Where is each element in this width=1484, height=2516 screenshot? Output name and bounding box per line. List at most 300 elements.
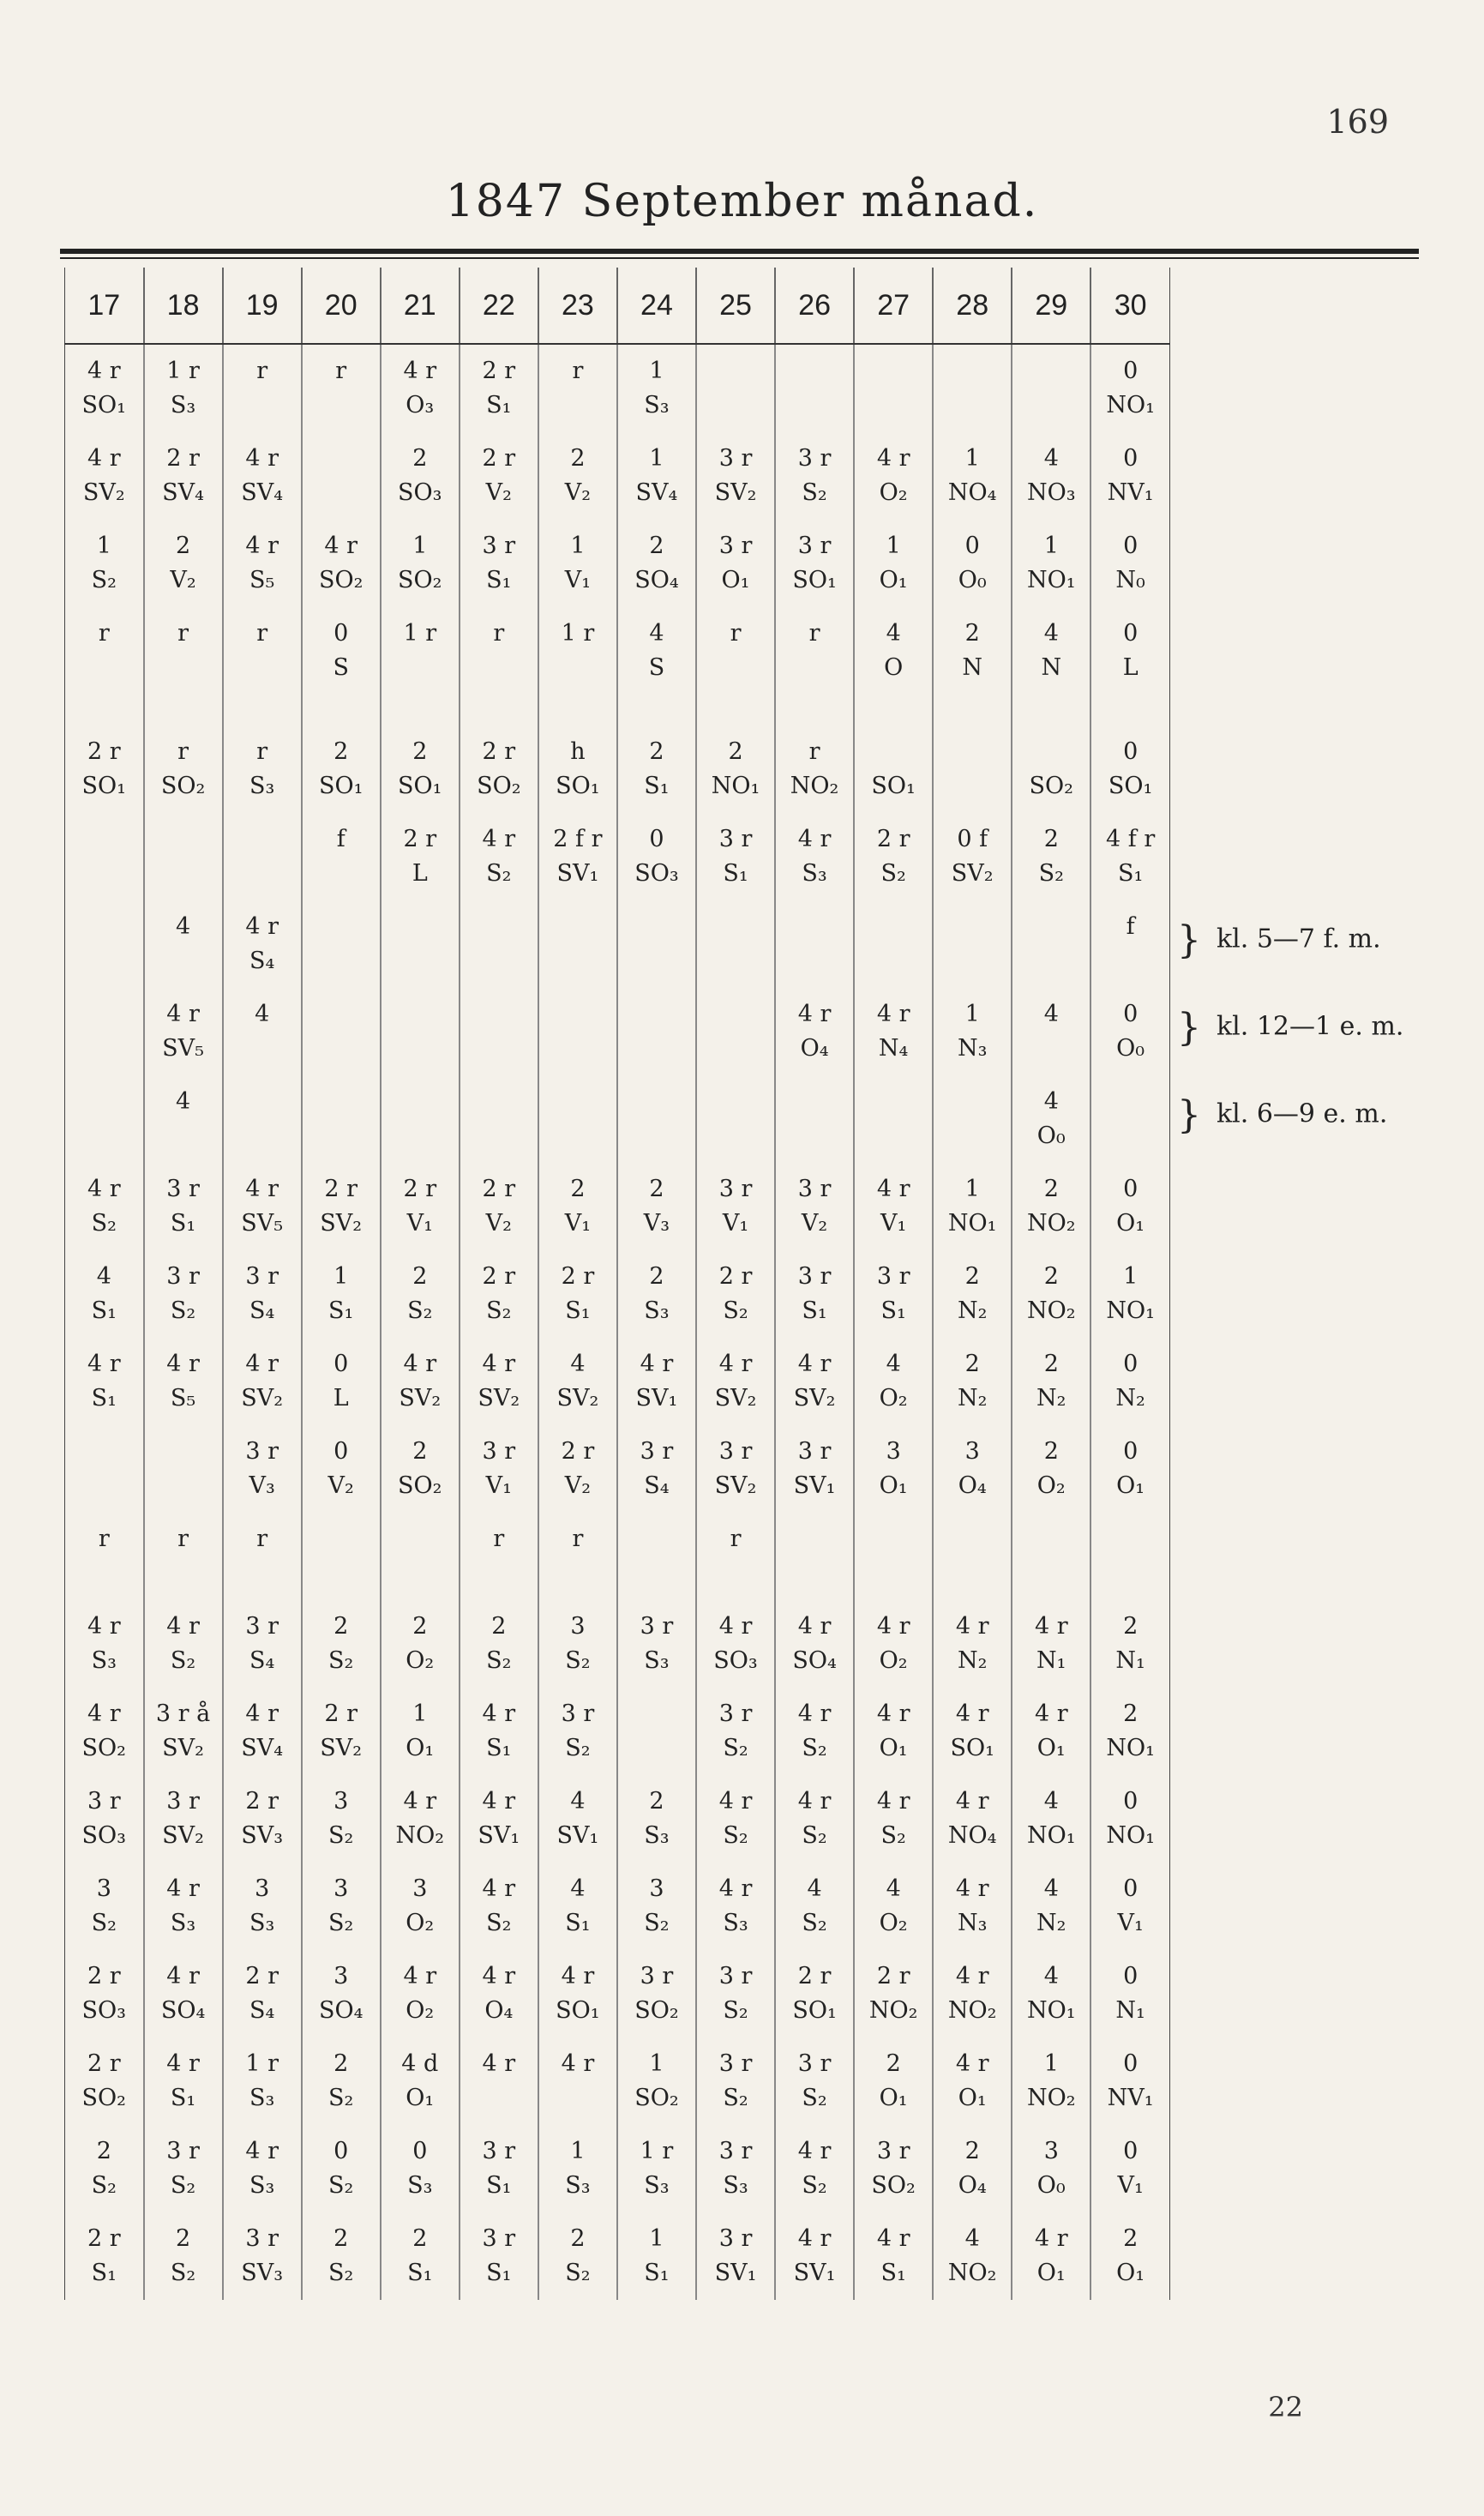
observation-row — [65, 1513, 1170, 1600]
cloud-value: 4 r — [482, 1788, 516, 1815]
wind-value — [303, 388, 380, 423]
cloud-value: 1 — [649, 358, 664, 384]
cloud-value: 4 r — [87, 358, 121, 384]
cloud-value: 4 r — [87, 1351, 121, 1377]
observation-cell — [933, 1950, 1012, 2037]
cloud-value — [65, 910, 143, 944]
wind-value — [697, 1556, 774, 1591]
observation-row — [65, 520, 1170, 607]
observation-cell — [1012, 1163, 1090, 1250]
wind-value: SO₁ — [871, 773, 916, 799]
wind-value: SV₂ — [714, 1472, 757, 1499]
cloud-value: 4 r — [482, 2050, 516, 2077]
wind-value: S₂ — [486, 1647, 512, 1674]
cloud-value: 4 r — [876, 1001, 910, 1027]
cloud-value: 3 r — [561, 1700, 595, 1727]
wind-value — [697, 944, 774, 978]
wind-value — [776, 944, 853, 978]
wind-value: S₁ — [486, 1735, 512, 1761]
wind-value: O₁ — [1116, 1472, 1145, 1499]
wind-value — [539, 1032, 616, 1066]
observation-cell — [775, 1775, 854, 1863]
cloud-value: 4 r — [955, 1613, 989, 1640]
observation-cell — [538, 607, 617, 695]
cloud-value: 4 — [886, 1351, 901, 1377]
wind-value — [539, 944, 616, 978]
wind-value: S₂ — [802, 1910, 827, 1936]
wind-value: V₂ — [170, 567, 196, 593]
observation-cell — [223, 432, 302, 520]
cloud-value: 4 r — [87, 1176, 121, 1202]
observation-cell — [302, 900, 381, 988]
observation-cell — [933, 1688, 1012, 1775]
wind-value: SV₄ — [241, 1735, 284, 1761]
header-rule — [60, 249, 1419, 254]
cloud-value: 3 r — [718, 1700, 753, 1727]
cloud-value: 2 — [412, 2225, 428, 2252]
day-header: 27 — [854, 268, 933, 344]
wind-value: SV₄ — [241, 479, 284, 506]
cloud-value: 2 — [649, 1788, 664, 1815]
observation-cell — [144, 2212, 223, 2300]
cloud-value — [1012, 735, 1090, 769]
cloud-value: 3 r — [718, 826, 753, 852]
observation-cell — [1012, 1600, 1090, 1688]
sheet-number: 22 — [1268, 2391, 1303, 2423]
observation-cell — [1012, 813, 1090, 900]
wind-value: S₂ — [880, 860, 906, 887]
observation-cell — [854, 2212, 933, 2300]
cloud-value: 3 r å — [155, 1700, 211, 1727]
wind-value: S₂ — [565, 2260, 591, 2286]
observation-cell — [1090, 1425, 1169, 1513]
cloud-value: r — [177, 620, 189, 647]
cloud-value: 3 r — [718, 445, 753, 472]
cloud-value: 3 — [255, 1875, 270, 1902]
observation-cell — [696, 2212, 775, 2300]
wind-value — [460, 944, 538, 978]
cloud-value: r — [493, 620, 505, 647]
observation-cell — [854, 1950, 933, 2037]
wind-value: S₅ — [170, 1385, 196, 1411]
observation-cell — [933, 900, 1012, 988]
observation-cell — [302, 1163, 381, 1250]
cloud-value: 4 — [964, 2225, 980, 2252]
observation-cell — [223, 1950, 302, 2037]
wind-value: V₂ — [327, 1472, 354, 1499]
cloud-value — [776, 1522, 853, 1556]
cloud-value: 4 r — [876, 1700, 910, 1727]
observation-row — [65, 725, 1170, 813]
wind-value: SV₂ — [478, 1385, 520, 1411]
wind-value: S₃ — [249, 2172, 275, 2199]
wind-value — [934, 1119, 1011, 1153]
cloud-value: 4 r — [797, 1613, 832, 1640]
cloud-value: 4 d — [401, 2050, 439, 2077]
observation-cell — [460, 2037, 538, 2125]
cloud-value: 4 — [1043, 445, 1059, 472]
cloud-value — [303, 1522, 380, 1556]
wind-value: SO₁ — [81, 392, 127, 418]
cloud-value — [65, 1085, 143, 1119]
observation-cell — [65, 1513, 144, 1600]
wind-value: NO₃ — [1026, 479, 1076, 506]
wind-value: SO₁ — [792, 1997, 837, 2024]
cloud-value: 1 r — [403, 620, 437, 647]
observation-cell — [144, 1075, 223, 1163]
empty-cell — [223, 695, 302, 725]
empty-cell — [617, 695, 696, 725]
observation-cell — [381, 1775, 460, 1863]
wind-value — [855, 388, 932, 423]
observation-cell — [696, 988, 775, 1075]
wind-value: S₃ — [91, 1647, 117, 1674]
wind-value: S₃ — [644, 1822, 670, 1849]
observation-cell — [302, 1075, 381, 1163]
observation-cell — [617, 2212, 696, 2300]
observation-cell — [460, 988, 538, 1075]
observation-cell — [617, 520, 696, 607]
wind-value — [539, 651, 616, 685]
wind-value: V₂ — [485, 479, 512, 506]
cloud-value — [1091, 1085, 1169, 1119]
wind-value: V₂ — [485, 1210, 512, 1237]
wind-value: O₂ — [406, 1997, 435, 2024]
observation-cell — [1012, 520, 1090, 607]
wind-value: V₁ — [1117, 2172, 1144, 2199]
empty-cell — [854, 695, 933, 725]
cloud-value: 2 r — [561, 1438, 595, 1465]
observation-cell — [144, 988, 223, 1075]
observation-cell — [696, 344, 775, 432]
cloud-value — [65, 1435, 143, 1469]
observation-cell — [696, 900, 775, 988]
cloud-value — [382, 1085, 459, 1119]
observation-cell — [223, 344, 302, 432]
observation-cell — [1012, 1075, 1090, 1163]
observation-cell — [617, 2125, 696, 2212]
observation-cell — [775, 900, 854, 988]
cloud-value: 1 — [412, 1700, 428, 1727]
observation-cell — [933, 813, 1012, 900]
observation-cell — [617, 607, 696, 695]
observation-cell — [696, 1338, 775, 1425]
wind-value: S₄ — [249, 948, 275, 974]
wind-value: SO₂ — [477, 773, 521, 799]
observation-row — [65, 1950, 1170, 2037]
wind-value — [855, 944, 932, 978]
observation-cell — [144, 813, 223, 900]
wind-value: V₂ — [564, 479, 592, 506]
observation-cell — [302, 725, 381, 813]
observation-cell — [144, 900, 223, 988]
observation-cell — [302, 813, 381, 900]
cloud-value: 2 r — [403, 826, 437, 852]
observation-cell — [144, 1775, 223, 1863]
observation-cell — [617, 432, 696, 520]
wind-value: SV₃ — [241, 2260, 284, 2286]
observation-cell — [696, 432, 775, 520]
cloud-value: 3 r — [797, 1438, 832, 1465]
cloud-value: 4 — [1043, 1875, 1059, 1902]
cloud-value: 0 — [1123, 2050, 1139, 2077]
cloud-value: 0 — [1123, 2138, 1139, 2164]
observation-cell — [696, 1250, 775, 1338]
observation-cell — [65, 988, 144, 1075]
observation-cell — [381, 1950, 460, 2037]
wind-value — [460, 1032, 538, 1066]
wind-value: NO₁ — [1106, 1822, 1155, 1849]
cloud-value: 4 r — [482, 826, 516, 852]
day-header: 17 — [65, 268, 144, 344]
observation-cell — [933, 988, 1012, 1075]
observation-row — [65, 1688, 1170, 1775]
observation-cell — [1090, 725, 1169, 813]
cloud-value: 3 r — [482, 2225, 516, 2252]
observation-cell — [1090, 607, 1169, 695]
wind-value: S₄ — [249, 1647, 275, 1674]
wind-value: SO₃ — [398, 479, 442, 506]
cloud-value: 2 r — [718, 1263, 753, 1290]
cloud-value: 4 r — [797, 1700, 832, 1727]
wind-value — [934, 769, 1011, 804]
wind-value: SV₂ — [162, 1735, 204, 1761]
wind-value: SV₁ — [556, 1822, 599, 1849]
cloud-value: h — [570, 738, 586, 765]
observation-cell — [854, 1775, 933, 1863]
cloud-value: 2 r — [482, 445, 516, 472]
cloud-value: 4 r — [876, 1613, 910, 1640]
wind-value: S₂ — [91, 1210, 117, 1237]
wind-value — [224, 388, 301, 423]
cloud-value: 3 — [333, 1875, 349, 1902]
observation-cell — [854, 988, 933, 1075]
observation-cell — [1012, 607, 1090, 695]
wind-value: V₁ — [1117, 1910, 1144, 1936]
cloud-value: 1 — [964, 445, 980, 472]
observation-cell — [775, 1950, 854, 2037]
wind-value: N — [1041, 654, 1062, 681]
wind-value: SO₂ — [318, 567, 363, 593]
observation-cell — [538, 813, 617, 900]
cloud-value: 2 — [176, 2225, 191, 2252]
wind-value — [65, 1032, 143, 1066]
observation-cell — [460, 520, 538, 607]
observation-cell — [381, 344, 460, 432]
observation-row — [65, 900, 1170, 988]
wind-value: S₁ — [644, 773, 670, 799]
wind-value — [855, 1119, 932, 1153]
observation-cell — [65, 2037, 144, 2125]
observation-row — [65, 1075, 1170, 1163]
observation-cell — [775, 725, 854, 813]
observation-cell — [854, 2125, 933, 2212]
cloud-value: 4 — [807, 1875, 822, 1902]
cloud-value: 1 r — [561, 620, 595, 647]
wind-value: S₁ — [644, 2260, 670, 2286]
cloud-value: 3 r — [245, 1613, 279, 1640]
observation-cell — [223, 1688, 302, 1775]
cloud-value: 3 r — [718, 1438, 753, 1465]
cloud-value: 0 — [1123, 1351, 1139, 1377]
observation-cell — [302, 1250, 381, 1338]
wind-value — [776, 388, 853, 423]
cloud-value — [224, 1085, 301, 1119]
observation-cell — [460, 1863, 538, 1950]
wind-value: O₂ — [879, 1647, 908, 1674]
observation-cell — [381, 2212, 460, 2300]
cloud-value: r — [572, 358, 584, 384]
cloud-value: 1 — [649, 445, 664, 472]
wind-value: S₂ — [91, 1910, 117, 1936]
cloud-value — [303, 1085, 380, 1119]
wind-value: S₂ — [565, 1647, 591, 1674]
cloud-value — [697, 997, 774, 1032]
cloud-value — [303, 442, 380, 476]
wind-value: O₄ — [958, 1472, 987, 1499]
observation-cell — [854, 432, 933, 520]
wind-value: NO₁ — [1106, 1735, 1155, 1761]
cloud-value: 1 — [886, 533, 901, 559]
observation-cell — [1012, 2125, 1090, 2212]
cloud-value: 2 r — [166, 445, 200, 472]
wind-value — [776, 1119, 853, 1153]
cloud-value — [618, 997, 695, 1032]
observation-cell — [65, 344, 144, 432]
wind-value: S₂ — [802, 2085, 827, 2111]
observation-cell — [538, 1338, 617, 1425]
observation-cell — [1012, 1950, 1090, 2037]
page-number: 169 — [1326, 103, 1389, 141]
observation-cell — [1090, 1513, 1169, 1600]
cloud-value — [776, 910, 853, 944]
day-header: 22 — [460, 268, 538, 344]
observation-cell — [933, 1425, 1012, 1513]
wind-value: NO₁ — [947, 1210, 997, 1237]
wind-value: O₁ — [958, 2085, 987, 2111]
wind-value: N₂ — [957, 1647, 988, 1674]
time-note-text: kl. 6—9 e. m. — [1217, 1098, 1388, 1129]
wind-value: S₂ — [170, 2260, 196, 2286]
wind-value — [382, 1556, 459, 1591]
observation-cell — [617, 988, 696, 1075]
wind-value: S₂ — [486, 1910, 512, 1936]
cloud-value: 2 — [964, 620, 980, 647]
cloud-value: 4 r — [561, 1963, 595, 1989]
wind-value: NO₁ — [1106, 392, 1155, 418]
cloud-value: 4 — [570, 1351, 586, 1377]
brace-icon: } — [1177, 1006, 1201, 1050]
observation-cell — [1090, 2125, 1169, 2212]
cloud-value: 4 r — [482, 1875, 516, 1902]
cloud-value: 3 r — [718, 1963, 753, 1989]
cloud-value — [1012, 1522, 1090, 1556]
cloud-value: 2 — [1123, 1700, 1139, 1727]
wind-value: O₁ — [1036, 2260, 1066, 2286]
cloud-value: 2 — [1043, 1263, 1059, 1290]
wind-value: S₂ — [486, 1297, 512, 1324]
observation-cell — [144, 1250, 223, 1338]
cloud-value: 4 r — [324, 533, 358, 559]
cloud-value: 3 r — [166, 1263, 200, 1290]
cloud-value: 4 r — [718, 1613, 753, 1640]
observation-cell — [302, 1950, 381, 2037]
time-note-text: kl. 5—7 f. m. — [1217, 924, 1381, 954]
cloud-value: 2 r — [482, 738, 516, 765]
observation-cell — [144, 1163, 223, 1250]
cloud-value — [145, 822, 222, 857]
observation-cell — [223, 1338, 302, 1425]
cloud-value: 2 r — [245, 1788, 279, 1815]
wind-value: N₃ — [957, 1910, 988, 1936]
wind-value: O₄ — [800, 1035, 829, 1062]
cloud-value: 4 r — [1034, 1700, 1068, 1727]
observation-cell — [65, 1163, 144, 1250]
day-header: 23 — [538, 268, 617, 344]
wind-value: SV₂ — [714, 1385, 757, 1411]
cloud-value — [618, 1522, 695, 1556]
observation-cell — [65, 813, 144, 900]
cloud-value — [855, 1085, 932, 1119]
wind-value — [460, 1119, 538, 1153]
observation-cell — [302, 1600, 381, 1688]
wind-value: O — [884, 654, 904, 681]
wind-value — [697, 1119, 774, 1153]
wind-value: SV₁ — [714, 2260, 757, 2286]
observation-cell — [696, 1425, 775, 1513]
day-header: 29 — [1012, 268, 1090, 344]
wind-value: SV₂ — [320, 1210, 363, 1237]
wind-value: S₂ — [91, 567, 117, 593]
wind-value: N₃ — [957, 1035, 988, 1062]
day-header-row — [65, 268, 1170, 344]
cloud-value: r — [98, 1526, 110, 1552]
cloud-value: 3 — [333, 1963, 349, 1989]
wind-value — [65, 857, 143, 891]
observation-cell — [144, 607, 223, 695]
cloud-value: 4 r — [876, 2225, 910, 2252]
cloud-value: r — [256, 358, 268, 384]
wind-value: O₂ — [406, 1647, 435, 1674]
cloud-value: 2 r — [876, 826, 910, 852]
observation-cell — [460, 1163, 538, 1250]
observation-cell — [1090, 2212, 1169, 2300]
observation-cell — [1090, 900, 1169, 988]
observation-cell — [381, 1163, 460, 1250]
observation-cell — [617, 1950, 696, 2037]
wind-value: SV₁ — [793, 1472, 836, 1499]
observation-cell — [696, 1163, 775, 1250]
observation-cell — [933, 607, 1012, 695]
observation-row — [65, 2212, 1170, 2300]
cloud-value: 2 — [412, 1263, 428, 1290]
cloud-value: 4 f r — [1106, 826, 1156, 852]
cloud-value: 4 r — [955, 1700, 989, 1727]
observation-cell — [617, 1075, 696, 1163]
observation-cell — [223, 2037, 302, 2125]
cloud-value: 4 r — [245, 445, 279, 472]
cloud-value: 2 — [412, 1613, 428, 1640]
day-header: 26 — [775, 268, 854, 344]
cloud-value — [934, 735, 1011, 769]
cloud-value: 2 r — [482, 358, 516, 384]
wind-value: SO₃ — [634, 860, 679, 887]
wind-value: S₂ — [91, 2172, 117, 2199]
cloud-value: 4 r — [245, 1351, 279, 1377]
wind-value: S₁ — [91, 2260, 117, 2286]
observation-cell — [933, 1250, 1012, 1338]
cloud-value: 0 — [1123, 1438, 1139, 1465]
